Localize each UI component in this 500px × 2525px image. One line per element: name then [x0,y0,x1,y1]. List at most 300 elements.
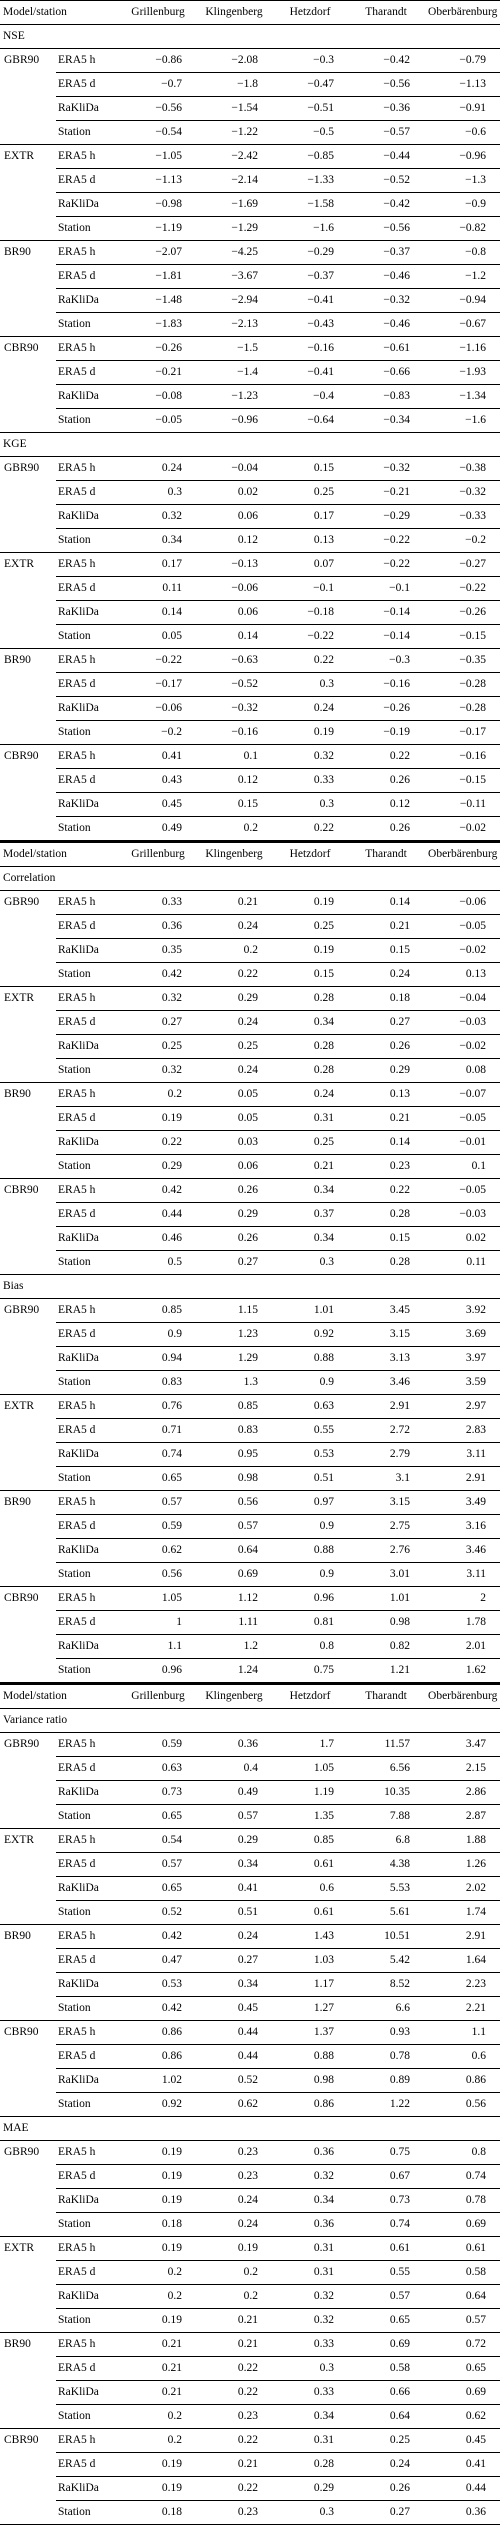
table-row [0,721,500,745]
value-cell: 0.21 [120,2381,196,2405]
value-cell: −0.44 [348,145,424,169]
value-cell: 1.22 [348,2093,424,2117]
value-cell: 0.31 [272,2429,348,2453]
group-label: GBR90 [4,896,40,908]
value-cell: −0.19 [348,721,424,745]
value-cell: 3.59 [424,1371,500,1395]
table-row [0,2189,500,2213]
value-cell: 0.2 [120,2429,196,2453]
value-cell: 0.65 [120,1877,196,1901]
value-cell: 11.57 [348,1733,424,1757]
value-cell: 0.23 [348,1155,424,1179]
value-cell: 0.3 [272,673,348,697]
value-cell: 0.15 [348,1227,424,1251]
value-cell: 1.12 [196,1587,272,1611]
source-label: Station [56,1059,120,1083]
group-label [0,2261,56,2285]
source-label: ERA5 h [56,649,120,673]
source-label: RaKliDa [56,793,120,817]
table-row [0,1035,500,1059]
value-cell: 0.74 [348,2213,424,2237]
group-label [0,1563,56,1587]
group-label [0,1515,56,1539]
value-cell: −0.15 [424,769,500,793]
value-cell: −0.17 [120,673,196,697]
value-cell: −0.05 [120,409,196,433]
value-cell: −0.79 [424,49,500,73]
value-cell: 0.2 [196,939,272,963]
value-cell: 0.92 [120,2093,196,2117]
value-cell: −0.1 [272,577,348,601]
table-row [0,265,500,289]
group-label [0,1323,56,1347]
value-cell: 3.15 [348,1491,424,1515]
value-cell: 0.35 [120,939,196,963]
value-cell: 0.94 [120,1347,196,1371]
value-cell: −0.66 [348,361,424,385]
table-row [0,1635,500,1659]
station-header: Oberbärenburg [424,1,500,25]
value-cell: 0.9 [272,1563,348,1587]
value-cell: 0.31 [272,2237,348,2261]
source-label: ERA5 d [56,769,120,793]
station-header: Tharandt [348,842,424,867]
value-cell: 0.32 [120,1059,196,1083]
value-cell: 0.52 [120,1901,196,1925]
value-cell: −0.03 [424,1011,500,1035]
value-cell: 3.11 [424,1443,500,1467]
header-row [0,842,500,867]
value-cell: −0.96 [424,145,500,169]
value-cell: 0.28 [348,1203,424,1227]
source-label: ERA5 h [56,1179,120,1203]
group-label: CBR90 [4,1184,39,1196]
value-cell: −0.57 [348,121,424,145]
table-row [0,1419,500,1443]
table-row [0,409,500,433]
table-row [0,1515,500,1539]
metric-row [0,867,500,891]
station-header: Klingenberg [196,1684,272,1709]
table-row [0,1781,500,1805]
value-cell: −1.29 [196,217,272,241]
value-cell: −0.42 [348,49,424,73]
source-label: ERA5 h [56,1829,120,1853]
group-label: EXTR [4,150,35,162]
group-label [0,1419,56,1443]
group-label [0,97,56,121]
group-label [0,361,56,385]
value-cell: 5.53 [348,1877,424,1901]
value-cell: 0.57 [348,2285,424,2309]
value-cell: −0.46 [348,265,424,289]
value-cell: −0.56 [120,97,196,121]
value-cell: 0.24 [348,963,424,987]
value-cell: 0.83 [196,1419,272,1443]
value-cell: −0.5 [272,121,348,145]
value-cell: 0.15 [196,793,272,817]
header-row [0,1684,500,1709]
value-cell: 0.65 [120,1467,196,1491]
value-cell: −0.37 [348,241,424,265]
value-cell: 0.65 [424,2357,500,2381]
source-label: ERA5 d [56,1011,120,1035]
source-label: Station [56,1251,120,1275]
value-cell: 0.71 [120,1419,196,1443]
station-header: Hetzdorf [272,1684,348,1709]
value-cell: 3.49 [424,1491,500,1515]
table-row [0,987,500,1011]
value-cell: −1.13 [120,169,196,193]
value-cell: −0.06 [424,891,500,915]
value-cell: −2.08 [196,49,272,73]
value-cell: 0.62 [196,2093,272,2117]
table-row [0,1973,500,1997]
group-label: CBR90 [4,342,39,354]
value-cell: 0.57 [120,1491,196,1515]
group-label [0,2213,56,2237]
value-cell: −0.9 [424,193,500,217]
value-cell: −0.37 [272,265,348,289]
source-label: ERA5 d [56,73,120,97]
source-label: Station [56,409,120,433]
value-cell: 0.26 [348,769,424,793]
source-label: ERA5 d [56,1419,120,1443]
value-cell: 0.19 [272,721,348,745]
value-cell: −0.52 [348,169,424,193]
value-cell: 0.21 [348,915,424,939]
group-label [0,793,56,817]
source-label: ERA5 d [56,1515,120,1539]
value-cell: 1.2 [196,1635,272,1659]
group-label: CBR90 [4,1592,39,1604]
table-row [0,2069,500,2093]
table-row [0,289,500,313]
value-cell: 0.02 [196,481,272,505]
value-cell: 1.78 [424,1611,500,1635]
value-cell: 0.44 [120,1203,196,1227]
value-cell: −0.63 [196,649,272,673]
source-label: ERA5 h [56,241,120,265]
value-cell: −0.86 [120,49,196,73]
value-cell: −0.32 [424,481,500,505]
value-cell: −0.26 [120,337,196,361]
group-label [0,481,56,505]
value-cell: 0.61 [272,1901,348,1925]
group-label [0,1611,56,1635]
value-cell: 0.74 [424,2165,500,2189]
group-label [0,289,56,313]
value-cell: −3.67 [196,265,272,289]
metric-title: NSE [0,25,500,49]
group-label [0,1901,56,1925]
group-label [0,1781,56,1805]
value-cell: −0.42 [348,193,424,217]
table-row [0,481,500,505]
value-cell: 0.15 [272,457,348,481]
table-row [0,1299,500,1323]
value-cell: 0.41 [196,1877,272,1901]
value-cell: 0.29 [120,1155,196,1179]
group-label [0,169,56,193]
metric-row [0,433,500,457]
table-row [0,1997,500,2021]
value-cell: −0.13 [196,553,272,577]
value-cell: 0.24 [272,1083,348,1107]
value-cell: 0.22 [196,2429,272,2453]
value-cell: 0.19 [272,939,348,963]
table-row [0,1347,500,1371]
metrics-table [0,0,500,841]
value-cell: 0.42 [120,963,196,987]
value-cell: 0.96 [120,1659,196,1683]
table-row [0,1251,500,1275]
value-cell: −0.4 [272,385,348,409]
value-cell: 0.53 [120,1973,196,1997]
value-cell: 0.22 [120,1131,196,1155]
metric-title: MAE [0,2117,500,2141]
table-row [0,769,500,793]
source-label: ERA5 h [56,1587,120,1611]
group-label [0,505,56,529]
group-label [0,1973,56,1997]
value-cell: 6.6 [348,1997,424,2021]
value-cell: 0.2 [120,1083,196,1107]
value-cell: −0.22 [424,577,500,601]
value-cell: 0.22 [272,649,348,673]
source-label: RaKliDa [56,1035,120,1059]
group-label [0,385,56,409]
table-row [0,1805,500,1829]
value-cell: 0.26 [196,1227,272,1251]
table-row [0,217,500,241]
value-cell: 0.69 [424,2213,500,2237]
value-cell: 0.6 [424,2045,500,2069]
value-cell: −0.01 [424,1131,500,1155]
table-row [0,1443,500,1467]
value-cell: 2.91 [424,1925,500,1949]
table-row [0,2381,500,2405]
value-cell: −0.16 [272,337,348,361]
value-cell: 2.01 [424,1635,500,1659]
table-row [0,817,500,841]
value-cell: 0.56 [424,2093,500,2117]
value-cell: 0.24 [196,1011,272,1035]
table-row [0,2093,500,2117]
value-cell: 0.22 [272,817,348,841]
value-cell: −0.29 [272,241,348,265]
metric-row [0,25,500,49]
source-label: Station [56,2501,120,2525]
value-cell: 0.19 [120,2309,196,2333]
value-cell: 0.44 [196,2045,272,2069]
group-label [0,1227,56,1251]
value-cell: 1.01 [348,1587,424,1611]
source-label: Station [56,2309,120,2333]
table-row [0,649,500,673]
value-cell: 1.23 [196,1323,272,1347]
value-cell: 0.31 [272,2261,348,2285]
table-row [0,1323,500,1347]
station-header: Grillenburg [120,1,196,25]
value-cell: −0.54 [120,121,196,145]
value-cell: −0.08 [120,385,196,409]
source-label: ERA5 h [56,2333,120,2357]
table-row [0,337,500,361]
source-label: RaKliDa [56,385,120,409]
source-label: ERA5 d [56,2453,120,2477]
table-row [0,2237,500,2261]
value-cell: 0.03 [196,1131,272,1155]
value-cell: 1.05 [120,1587,196,1611]
value-cell: −0.15 [424,625,500,649]
value-cell: 0.65 [348,2309,424,2333]
value-cell: 0.11 [120,577,196,601]
value-cell: −0.32 [348,289,424,313]
value-cell: 0.86 [120,2045,196,2069]
value-cell: 0.17 [272,505,348,529]
value-cell: 0.05 [196,1107,272,1131]
source-label: Station [56,625,120,649]
source-label: Station [56,1997,120,2021]
value-cell: 0.45 [196,1997,272,2021]
value-cell: 0.26 [348,1035,424,1059]
value-cell: 0.24 [120,457,196,481]
value-cell: −0.6 [424,121,500,145]
value-cell: −0.33 [424,505,500,529]
group-label [0,217,56,241]
value-cell: 0.24 [196,2213,272,2237]
group-label [0,601,56,625]
table-row [0,2357,500,2381]
source-label: Station [56,963,120,987]
value-cell: 4.38 [348,1853,424,1877]
source-label: RaKliDa [56,2381,120,2405]
value-cell: 1.15 [196,1299,272,1323]
group-label [0,939,56,963]
station-header: Tharandt [348,1,424,25]
value-cell: 0.9 [272,1515,348,1539]
value-cell: 0.3 [120,481,196,505]
value-cell: 0.85 [196,1395,272,1419]
value-cell: 0.42 [120,1997,196,2021]
value-cell: 0.73 [120,1781,196,1805]
value-cell: 0.69 [196,1563,272,1587]
value-cell: 0.18 [120,2213,196,2237]
header-row [0,1,500,25]
value-cell: 2.79 [348,1443,424,1467]
value-cell: 0.88 [272,2045,348,2069]
value-cell: 1.01 [272,1299,348,1323]
value-cell: 0.21 [196,2309,272,2333]
group-label [0,2381,56,2405]
table-row [0,1925,500,1949]
value-cell: −0.3 [272,49,348,73]
source-label: ERA5 d [56,1107,120,1131]
value-cell: 0.18 [120,2501,196,2525]
value-cell: 0.98 [272,2069,348,2093]
source-label: ERA5 d [56,673,120,697]
value-cell: 0.19 [120,2453,196,2477]
value-cell: 0.23 [196,2501,272,2525]
value-cell: 0.41 [120,745,196,769]
value-cell: 2.91 [348,1395,424,1419]
value-cell: 0.14 [120,601,196,625]
value-cell: 0.22 [348,745,424,769]
table-row [0,97,500,121]
value-cell: 0.34 [272,2405,348,2429]
source-label: Station [56,721,120,745]
group-label: EXTR [4,1834,35,1846]
table-row [0,939,500,963]
source-label: Station [56,529,120,553]
value-cell: 0.24 [196,2189,272,2213]
value-cell: 0.29 [196,1829,272,1853]
value-cell: 0.34 [196,1973,272,1997]
value-cell: 0.19 [120,2165,196,2189]
value-cell: 0.59 [120,1733,196,1757]
value-cell: 0.69 [348,2333,424,2357]
metric-title: Bias [0,1275,500,1299]
value-cell: 0.24 [272,697,348,721]
table-row [0,361,500,385]
group-label: BR90 [4,1088,31,1100]
value-cell: −0.04 [424,987,500,1011]
value-cell: 0.44 [424,2477,500,2501]
value-cell: 0.21 [120,2357,196,2381]
group-label [0,193,56,217]
value-cell: 0.21 [272,1155,348,1179]
value-cell: −0.52 [196,673,272,697]
group-label: CBR90 [4,750,39,762]
table-row [0,457,500,481]
value-cell: 0.42 [120,1179,196,1203]
value-cell: 0.2 [196,2261,272,2285]
table-row [0,577,500,601]
source-label: Station [56,1155,120,1179]
value-cell: 0.12 [348,793,424,817]
value-cell: −0.28 [424,673,500,697]
source-label: ERA5 h [56,1395,120,1419]
table-row [0,2453,500,2477]
value-cell: 0.27 [348,2501,424,2525]
source-label: ERA5 d [56,1203,120,1227]
value-cell: 0.24 [196,1059,272,1083]
value-cell: 0.33 [272,2333,348,2357]
source-label: RaKliDa [56,2189,120,2213]
value-cell: 0.36 [120,915,196,939]
table-row [0,2429,500,2453]
value-cell: 0.36 [424,2501,500,2525]
value-cell: 0.23 [196,2405,272,2429]
value-cell: 0.61 [272,1853,348,1877]
station-header: Oberbärenburg [424,1684,500,1709]
value-cell: 0.63 [272,1395,348,1419]
value-cell: 0.55 [272,1419,348,1443]
table-row [0,1949,500,1973]
group-label: GBR90 [4,54,40,66]
group-label [0,1853,56,1877]
value-cell: −0.29 [348,505,424,529]
value-cell: 0.22 [196,2357,272,2381]
table-row [0,1877,500,1901]
value-cell: −0.47 [272,73,348,97]
table-row [0,1491,500,1515]
value-cell: 0.93 [348,2021,424,2045]
source-label: RaKliDa [56,2477,120,2501]
group-label: EXTR [4,1400,35,1412]
value-cell: 0.49 [120,817,196,841]
